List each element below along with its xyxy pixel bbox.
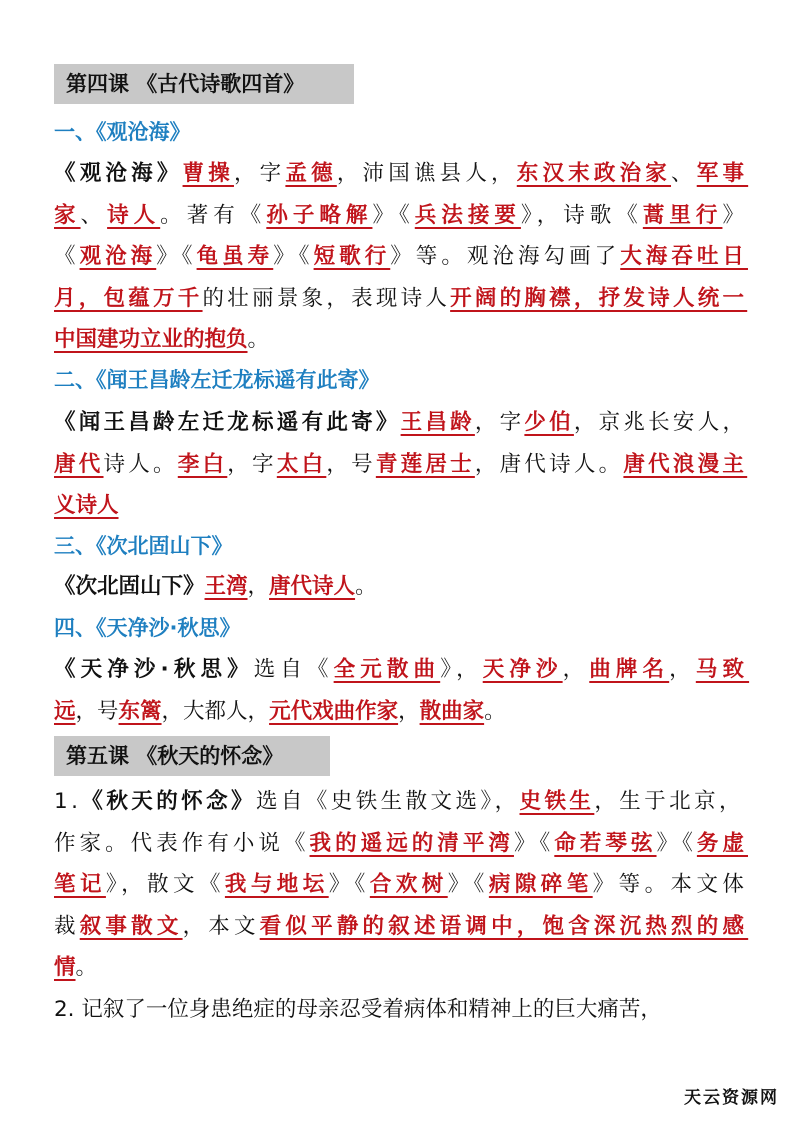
keyword-highlight: 王昌龄	[400, 410, 475, 435]
keyword-highlight: 孟德	[285, 161, 337, 186]
body-text: 。	[75, 955, 98, 980]
section-4-paragraph	[54, 649, 750, 732]
text-line	[54, 402, 748, 444]
keyword-highlight: 我与地坛	[224, 872, 329, 897]
text-line	[54, 278, 748, 320]
body-text: 。	[247, 327, 270, 352]
keyword-highlight: 笔记	[54, 872, 106, 897]
body-text: 的壮丽景象，表现诗人	[202, 285, 451, 311]
keyword-highlight: 唐代诗人	[269, 574, 356, 599]
keyword-highlight: 命若琴弦	[554, 830, 657, 856]
body-text: ，	[562, 657, 590, 682]
keyword-highlight: 远	[54, 698, 76, 724]
section-heading-3: 三、《次北固山下》	[54, 534, 233, 558]
keyword-highlight: 唐代	[54, 451, 104, 477]
keyword-highlight: 务虚	[696, 830, 748, 856]
keyword-highlight: 青莲居士	[375, 451, 475, 477]
text-line	[54, 195, 749, 237]
keyword-highlight: 天净沙	[482, 657, 563, 682]
body-text: 》《	[328, 872, 370, 897]
text-line	[54, 566, 744, 608]
keyword-highlight: 李白	[177, 451, 228, 477]
keyword-highlight: 看似平静的叙述语调中，饱含深沉热烈的感	[259, 913, 749, 939]
title-text: 《次北固山下》	[54, 574, 205, 599]
keyword-highlight: 龟虽寿	[196, 244, 274, 269]
section-3-paragraph	[54, 566, 744, 608]
keyword-highlight: 王湾	[204, 574, 248, 599]
body-text: 》，散文《	[105, 872, 225, 897]
body-text: 》等。观沧海勾画了	[390, 244, 621, 269]
keyword-highlight: 我的遥远的清平湾	[309, 830, 514, 856]
body-text: 》《	[656, 830, 697, 856]
body-text: 裁	[54, 913, 80, 939]
body-text: ，字	[233, 161, 286, 186]
body-text: 》，	[440, 657, 483, 682]
keyword-highlight: 孙子略解	[266, 202, 373, 228]
text-line	[54, 989, 744, 1031]
keyword-highlight: 短歌行	[313, 244, 391, 269]
text-line	[54, 947, 744, 989]
keyword-highlight: 马致	[695, 657, 750, 682]
body-text: 》等。本文体	[592, 872, 749, 897]
keyword-highlight: 曲牌名	[589, 657, 670, 682]
keyword-highlight: 散曲家	[419, 698, 485, 724]
keyword-highlight: 义诗人	[54, 493, 119, 518]
body-text: ，	[669, 657, 696, 682]
keyword-highlight: 诗人	[107, 202, 161, 228]
keyword-highlight: 大海吞吐日	[620, 244, 748, 269]
keyword-highlight: 情	[54, 955, 76, 980]
text-line	[54, 236, 748, 278]
text-line	[54, 691, 744, 733]
section-heading-4: 四、《天净沙·秋思》	[54, 616, 241, 640]
keyword-highlight: 军事	[696, 161, 749, 186]
text-line	[54, 319, 744, 361]
title-text: 《秋天的怀念》	[81, 789, 256, 814]
keyword-highlight: 少伯	[524, 410, 574, 435]
keyword-highlight: 月，包蕴万千	[54, 285, 203, 311]
keyword-highlight: 蒿里行	[642, 202, 723, 228]
keyword-highlight: 元代戏曲作家	[269, 698, 399, 724]
body-text: 》《	[273, 244, 314, 269]
body-text: ，京兆长安人，	[573, 410, 748, 435]
body-text: 》，诗歌《	[520, 202, 643, 228]
text-line	[54, 864, 749, 906]
body-text: 。	[484, 698, 506, 724]
body-text: ，大都人，	[161, 698, 270, 724]
keyword-highlight: 史铁生	[519, 789, 595, 814]
text-line	[54, 781, 744, 823]
body-text: 》《	[372, 202, 415, 228]
keyword-highlight: 家	[54, 202, 81, 228]
keyword-highlight: 观沧海	[79, 244, 157, 269]
keyword-highlight: 曹操	[182, 161, 234, 186]
body-text: 。	[355, 574, 377, 599]
body-text: ，号	[75, 698, 119, 724]
keyword-highlight: 合欢树	[369, 872, 448, 897]
text-line	[54, 649, 750, 691]
text-line	[54, 153, 749, 195]
text-line	[54, 485, 744, 527]
text-line	[54, 823, 748, 865]
title-text: 《闻王昌龄左迁龙标遥有此寄》	[54, 410, 401, 435]
keyword-highlight: 唐代浪漫主	[623, 451, 748, 477]
text-line	[54, 444, 748, 486]
section-2-paragraph	[54, 402, 748, 527]
watermark-logo: 天云资源网	[684, 1088, 779, 1108]
body-text: 作家。代表作有小说《	[54, 830, 310, 856]
body-text: ，本文	[182, 913, 260, 939]
keyword-highlight: 开阔的胸襟，抒发诗人统一	[450, 285, 748, 311]
body-text: ，唐代诗人。	[474, 451, 624, 477]
keyword-highlight: 全元散曲	[333, 657, 441, 682]
body-text: ，号	[326, 451, 376, 477]
body-text: 、	[80, 202, 108, 228]
body-text: 选自《史铁生散文选》，	[255, 789, 520, 814]
body-text: 》《	[513, 830, 555, 856]
lesson-5-paragraph-2	[54, 989, 744, 1031]
body-text: 》《	[447, 872, 489, 897]
section-1-paragraph	[54, 153, 749, 361]
body-text: 诗人。	[103, 451, 178, 477]
body-text: 。著有《	[160, 202, 267, 228]
keyword-highlight: 东汉末政治家	[516, 161, 672, 186]
body-text: 1.	[54, 789, 82, 814]
keyword-highlight: 太白	[276, 451, 327, 477]
lesson-4-header: 第四课 《古代诗歌四首》	[54, 64, 354, 104]
section-heading-1: 一、《观沧海》	[54, 120, 191, 144]
body-text: ，	[398, 698, 420, 724]
body-text: 》	[722, 202, 749, 228]
keyword-highlight: 叙事散文	[79, 913, 183, 939]
title-text: 《天净沙·秋思》	[54, 657, 254, 682]
keyword-highlight: 病隙碎笔	[488, 872, 593, 897]
text-line	[54, 906, 749, 948]
keyword-highlight: 东篱	[118, 698, 162, 724]
body-text: ，字	[474, 410, 525, 435]
body-text: ，字	[227, 451, 277, 477]
keyword-highlight: 中国建功立业的抱负	[54, 327, 248, 352]
section-heading-2: 二、《闻王昌龄左迁龙标遥有此寄》	[54, 368, 380, 392]
title-text: 《观沧海》	[54, 161, 183, 186]
lesson-5-paragraph-1	[54, 781, 749, 989]
body-text: 《	[54, 244, 80, 269]
body-text: ，沛国谯县人，	[336, 161, 517, 186]
body-text: 2. 记叙了一位身患绝症的母亲忍受着病体和精神上的巨大痛苦，	[54, 997, 662, 1022]
body-text: ，	[247, 574, 270, 599]
body-text: ，生于北京，	[594, 789, 744, 814]
keyword-highlight: 兵法接要	[414, 202, 521, 228]
body-text: 、	[671, 161, 697, 186]
lesson-5-header: 第五课 《秋天的怀念》	[54, 736, 330, 776]
body-text: 选自《	[253, 657, 334, 682]
body-text: 》《	[156, 244, 197, 269]
